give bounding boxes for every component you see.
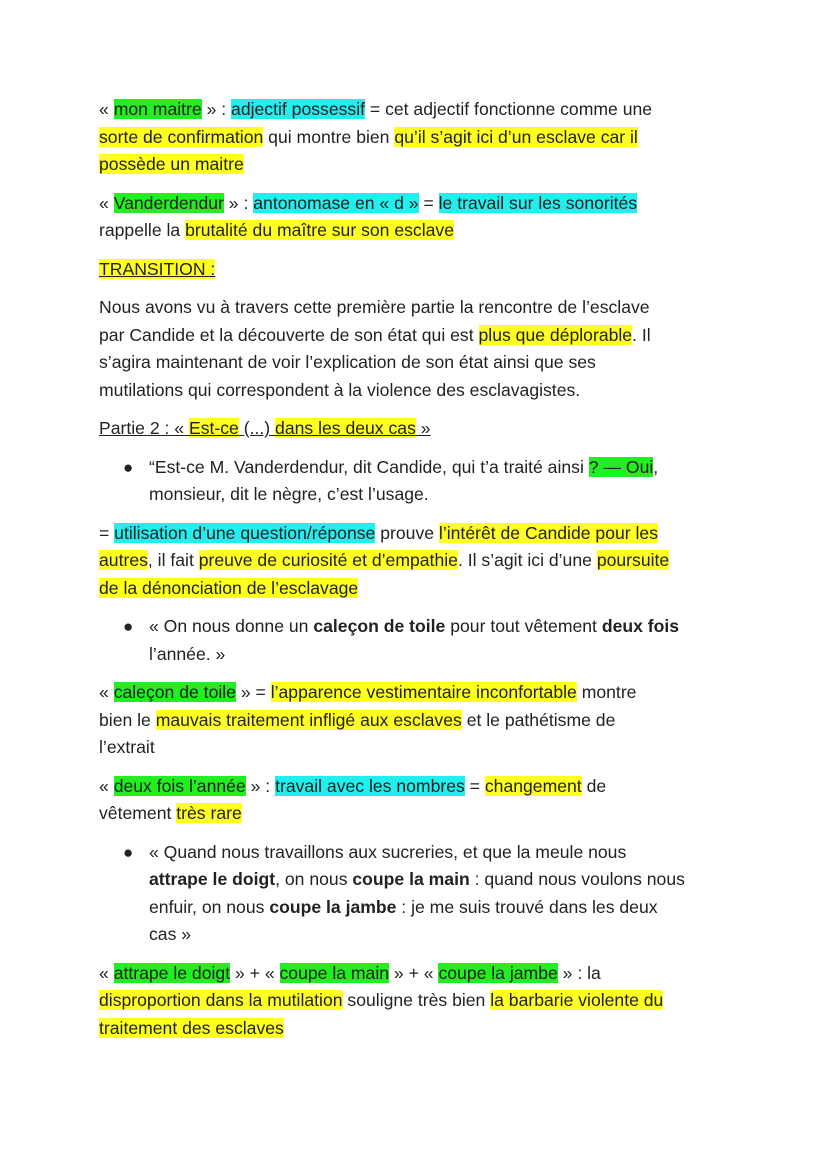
quote-highlight: deux fois l’année [113, 775, 246, 796]
paragraph-mon-maitre: « mon maitre » : adjectif possessif = cet adjectif fonctionne comme une sorte de confirmation qui montre bien qu’il s’agit ici d’un esclave car il possède un maitre [99, 99, 653, 174]
analysis-highlight: plus que déplorable [478, 324, 633, 345]
paragraph-deux-fois: « deux fois l’année » : travail avec les nombres = changement de vêtement très rare [99, 775, 607, 823]
figure-highlight: adjectif possessif [231, 99, 366, 119]
analysis-highlight: sorte de confirmation [99, 126, 264, 147]
bullet-dot-icon: ● [123, 842, 134, 862]
analysis-highlight: brutalité du maître sur son esclave [185, 220, 455, 240]
transition-heading [99, 256, 738, 284]
quote-highlight: attrape le doigt [113, 962, 231, 983]
bullet-quote-1: ● “Est-ce M. Vanderdendur, dit Candide, qui t’a traité ainsi ? — Oui, monsieur, dit le nègre, c’est l’usage. [99, 454, 738, 509]
paragraph-vanderdendur: « Vanderdendur » : antonomase en « d » = le travail sur les sonorités rappelle la brutalité du maître sur son esclave [99, 192, 638, 240]
analysis-highlight: l’apparence vestimentaire inconfortable [270, 682, 577, 702]
heading-highlight: Est-ce [188, 418, 239, 438]
figure-highlight: travail avec les nombres [275, 775, 465, 796]
figure-highlight: antonomase en « d » [253, 192, 419, 213]
paragraph-mutilation: « attrape le doigt » + « coupe la main » + « coupe la jambe » : la disproportion dans la mutilation souligne très bien la barbarie violente du traitement des esclaves [99, 962, 664, 1038]
analysis-highlight: la barbarie violente du [490, 990, 664, 1010]
bullet-quote-2: ● « On nous donne un caleçon de toile pour tout vêtement deux fois l’année. » [99, 613, 738, 668]
partie-2-heading: Partie 2 : « Est-ce (...) dans les deux cas » [99, 418, 431, 438]
analysis-highlight: traitement des esclaves [99, 1017, 284, 1038]
analysis-highlight: changement [484, 775, 582, 796]
paragraph-calecon: « caleçon de toile » = l’apparence vestimentaire inconfortable montre bien le mauvais traitement infligé aux esclaves et le pathétisme de l’extrait [99, 682, 637, 757]
analysis-highlight: qu’il s’agit ici d’un esclave car il [394, 126, 638, 147]
bullet-dot-icon: ● [123, 617, 134, 636]
analysis-highlight: mauvais traitement infligé aux esclaves [155, 709, 462, 730]
quote-highlight: coupe la jambe [438, 962, 558, 983]
bullet-dot-icon: ● [123, 457, 134, 477]
figure-highlight: le travail sur les sonorités [438, 192, 638, 213]
paragraph-question-reponse: = utilisation d’une question/réponse prouve l’intérêt de Candide pour les autres, il fait preuve de curiosité et d’empathie. Il s’agit ici d’une poursuite de la dénonciation de l’esclavage [99, 522, 670, 598]
transition-label: TRANSITION : [99, 258, 216, 279]
bullet-quote-3: ● « Quand nous travaillons aux sucreries, et que la meule nous attrape le doigt, on nous coupe la main : quand nous voulons nous enfuir, on nous coupe la jambe : je me suis trouvé dans les deux cas » [99, 839, 738, 949]
quote-highlight: mon maitre [113, 99, 202, 119]
analysis-highlight: très rare [176, 803, 242, 823]
quote-highlight: caleçon de toile [113, 682, 236, 702]
quote-highlight: Vanderdendur [113, 192, 224, 213]
analysis-highlight: autres [99, 550, 148, 570]
analysis-highlight: poursuite [596, 550, 670, 570]
paragraph-transition: Nous avons vu à travers cette première partie la rencontre de l’esclave par Candide et la découverte de son état qui est plus que déplorable. Il s’agira maintenant de voir l’explication de son état ainsi que ses mutilations qui correspondent à la violence des esclavagistes. [99, 297, 651, 400]
heading-highlight: dans les deux cas [275, 418, 416, 438]
figure-highlight: utilisation d’une question/réponse [114, 522, 376, 543]
quote-highlight: coupe la main [279, 962, 390, 983]
quote-highlight: ? — Oui [588, 456, 654, 477]
analysis-highlight: possède un maitre [99, 154, 244, 174]
analysis-highlight: preuve de curiosité et d’empathie [198, 550, 458, 570]
analysis-highlight: disproportion dans la mutilation [99, 990, 343, 1010]
analysis-highlight: de la dénonciation de l’esclavage [99, 577, 359, 598]
analysis-highlight: l’intérêt de Candide pour les [438, 522, 659, 543]
